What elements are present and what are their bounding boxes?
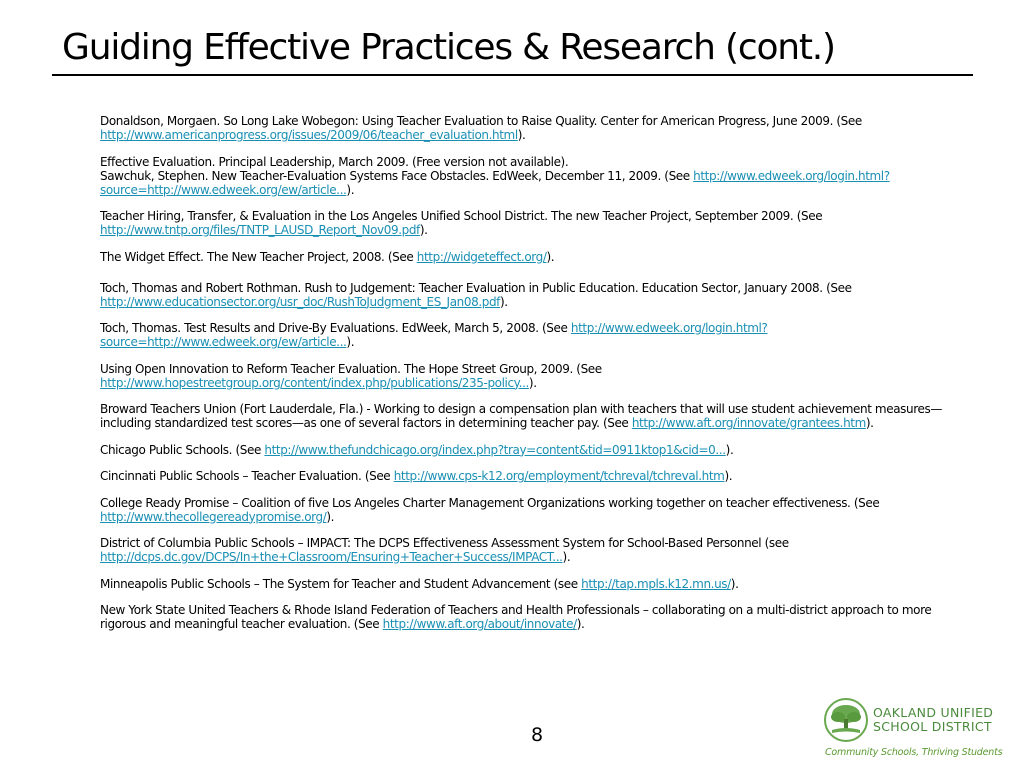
- reference-text: Sawchuk, Stephen. New Teacher-Evaluation Systems Face Obstacles. EdWeek, December 11, 2009. (See: [100, 168, 694, 183]
- district-tagline: Community Schools, Thriving Students: [825, 747, 1003, 758]
- reference-subitem: [100, 169, 980, 197]
- reference-link[interactable]: http://dcps.dc.gov/DCPS/In+the+Classroom/Ensuring+Teacher+Success/IMPACT...: [100, 550, 563, 564]
- reference-link[interactable]: http://www.thefundchicago.org/index.php?tray=content&tid=0911ktop1&cid=0...: [264, 442, 726, 457]
- reference-item: [100, 496, 980, 524]
- reference-text: ).: [865, 416, 874, 430]
- district-logo: [823, 697, 1013, 763]
- title-underline: [52, 74, 973, 76]
- slide-title: Guiding Effective Practices & Research (cont.): [62, 27, 835, 68]
- reference-text: ).: [730, 576, 739, 591]
- reference-text: Toch, Thomas. Test Results and Drive-By Evaluations. EdWeek, March 5, 2008. (See: [100, 321, 571, 335]
- reference-link[interactable]: http://www.thecollegereadypromise.org/: [100, 509, 327, 524]
- reference-text: Cincinnati Public Schools – Teacher Evaluation. (See: [100, 469, 394, 483]
- reference-text: College Ready Promise – Coalition of five Los Angeles Charter Management Organizations working together on teacher effectiveness. (See: [100, 495, 880, 510]
- reference-item: [100, 250, 980, 264]
- reference-item: [100, 577, 980, 591]
- reference-text: ).: [500, 294, 508, 309]
- reference-link[interactable]: http://www.cps-k12.org/employment/tchreval/tchreval.htm: [393, 469, 725, 483]
- reference-text: Donaldson, Morgaen. So Long Lake Wobegon: Using Teacher Evaluation to Raise Quality. Center for American Progress, June 2009. (See: [100, 114, 862, 128]
- reference-item: [100, 155, 980, 197]
- reference-text: Toch, Thomas and Robert Rothman. Rush to Judgement: Teacher Evaluation in Public Education. Education Sector, January 2008. (See: [100, 280, 852, 295]
- reference-link[interactable]: http://www.hopestreetgroup.org/content/index.php/publications/235-policy...: [100, 375, 529, 390]
- reference-link[interactable]: http://www.edweek.org/login.html?source=http://www.edweek.org/ew/article...: [100, 321, 768, 349]
- reference-link[interactable]: http://www.aft.org/innovate/grantees.htm: [631, 416, 866, 430]
- reference-text: ).: [517, 128, 526, 142]
- reference-item: [100, 209, 980, 237]
- reference-text: ).: [725, 442, 734, 457]
- reference-text: ).: [346, 335, 355, 349]
- page-number: 8: [531, 724, 544, 746]
- reference-text: ).: [346, 182, 355, 197]
- reference-link[interactable]: http://www.edweek.org/login.html?source=http://www.edweek.org/ew/article...: [100, 168, 890, 197]
- reference-item: [100, 603, 980, 631]
- reference-text: Teacher Hiring, Transfer, & Evaluation in the Los Angeles Unified School District. The new Teacher Project, September 2009. (See: [100, 209, 823, 223]
- oak-tree-icon: [823, 697, 869, 743]
- reference-text: Effective Evaluation. Principal Leadership, March 2009. (Free version not available).: [100, 154, 569, 169]
- reference-link[interactable]: http://www.aft.org/about/innovate/: [382, 617, 577, 631]
- district-name-line2: SCHOOL DISTRICT: [873, 719, 992, 734]
- reference-text: ).: [326, 509, 335, 524]
- reference-link[interactable]: http://tap.mpls.k12.mn.us/: [581, 576, 731, 591]
- district-name-line1: OAKLAND UNIFIED: [873, 705, 994, 720]
- reference-text: ).: [576, 617, 585, 631]
- reference-item: [100, 536, 980, 564]
- reference-item: [100, 362, 980, 390]
- reference-text: ).: [562, 550, 571, 564]
- reference-item: [100, 469, 980, 483]
- reference-item: [100, 443, 980, 457]
- reference-link[interactable]: http://widgeteffect.org/: [416, 249, 547, 264]
- reference-text: Using Open Innovation to Reform Teacher Evaluation. The Hope Street Group, 2009. (See: [100, 361, 602, 376]
- reference-text: District of Columbia Public Schools – IMPACT: The DCPS Effectiveness Assessment System for School-Based Personnel (see: [100, 536, 789, 550]
- reference-text: Minneapolis Public Schools – The System for Teacher and Student Advancement (see: [100, 576, 582, 591]
- reference-item: [100, 402, 980, 430]
- reference-link[interactable]: http://www.tntp.org/files/TNTP_LAUSD_Report_Nov09.pdf: [100, 223, 420, 237]
- reference-item: [100, 114, 980, 142]
- reference-text: Broward Teachers Union (Fort Lauderdale, Fla.) - Working to design a compensation plan with teachers that will use student achievement measures—including standardized test scores—as one of several factors in determining teacher pay. (See: [100, 402, 942, 430]
- reference-text: The Widget Effect. The New Teacher Project, 2008. (See: [100, 249, 417, 264]
- reference-text: ).: [546, 249, 555, 264]
- reference-text: ).: [528, 375, 537, 390]
- reference-text: Chicago Public Schools. (See: [100, 442, 265, 457]
- reference-link[interactable]: http://www.americanprogress.org/issues/2009/06/teacher_evaluation.html: [100, 128, 518, 142]
- reference-item: [100, 281, 980, 309]
- reference-text: ).: [419, 223, 428, 237]
- reference-text: ).: [724, 469, 733, 483]
- reference-item: [100, 321, 980, 349]
- reference-list: [100, 114, 980, 644]
- reference-link[interactable]: http://www.educationsector.org/usr_doc/RushToJudgment_ES_Jan08.pdf: [100, 294, 500, 309]
- district-name: [873, 706, 993, 734]
- reference-text: New York State United Teachers & Rhode Island Federation of Teachers and Health Professionals – collaborating on a multi-district approach to more rigorous and meaningful teacher evaluation. (See: [100, 603, 932, 631]
